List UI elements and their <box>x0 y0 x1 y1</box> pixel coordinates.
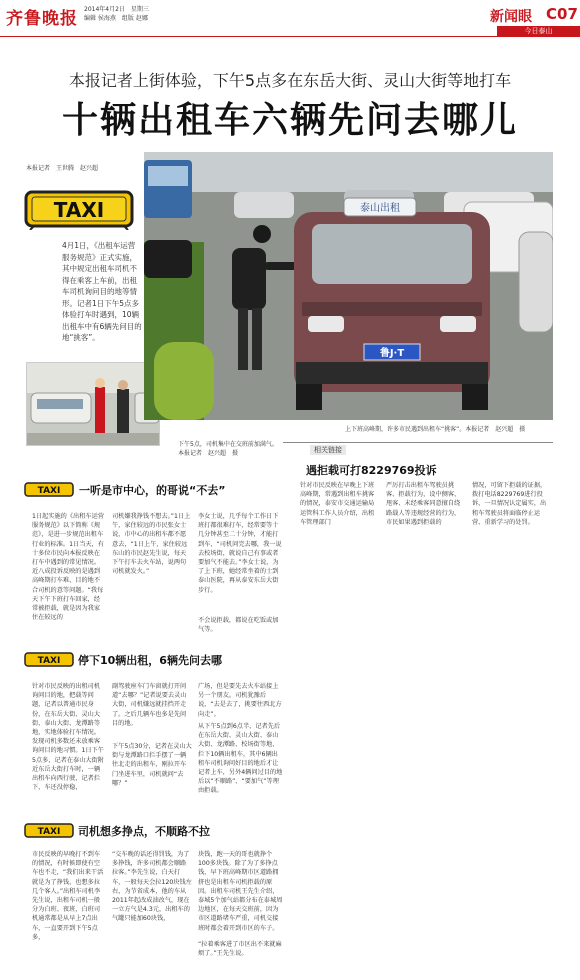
editors-line: 编辑 侯海燕 组版 赵娜 <box>84 15 148 22</box>
taxi-sign-image <box>24 190 134 230</box>
section2-header <box>24 652 304 672</box>
header-rule <box>0 36 580 37</box>
section3-header <box>24 823 304 843</box>
section3-col-4: “拉着乘客进了市区出不来就麻烦了。”王先生说。 <box>198 941 282 958</box>
article-lead: 4月1日，《出租车运营服务规范》正式实施，其中规定出租车司机不得在乘客上车前，出租车司机询问目的地等情形。记者1日下午5点多体验打车时遇到，10辆出租车中有6辆先问目的地“挑客”。 <box>62 241 142 342</box>
taxi-street-photo <box>144 152 553 420</box>
taxi-sign-text: TAXI <box>53 198 105 222</box>
section1-title: 一听是市中心，的哥说“不去” <box>79 484 226 497</box>
paper-logo: 齐鲁晚报 <box>6 9 78 29</box>
section3-taxi-badge <box>24 823 74 838</box>
section-name: 新闻眼 <box>490 9 532 25</box>
section2-taxi-badge <box>24 652 74 667</box>
section1-col-3: 李女士说，几乎每个工作日下班打都很难打车，经常要等十几分钟甚至二十分钟，才能打到车，“司机问完去哪，我一说去校场街，就说自己有事或者要加气不能去。”李女士说，为了上下班，她经常坐着的士到泰山医院，再从泰安东岳大街步行。 <box>198 513 282 594</box>
related-box-title: 遇拒载可打8229769投诉 <box>306 464 437 477</box>
gas-station-photo <box>26 362 160 446</box>
section3-title: 司机想多挣点，不顺路不拉 <box>78 825 210 838</box>
section3-col-3: 块钱，跑一天的哥也就挣个100多块钱。除了为了多挣点钱，早下班高峰期市区道路拥挤也是出租车司机拒载的原因。出租车司机王先生介绍，泰城5个加气站都分布在泰城周边地区，在每天交班前，因为市区道路堵车严重，司机交接班时都会着开到市区的车子。 <box>198 851 283 932</box>
sub-section-tag: 今日泰山 <box>497 26 580 37</box>
article-headline: 十辆出租车六辆先问去哪儿 <box>61 100 518 141</box>
section1-col-2: 司机嫌我挣钱不想去。”1日上午，家住较远的市民张女士说，市中心的出租车都不愿意去，“1日上午，家住较远东山的市民赵先生说，每天下午打车去火车站，说两句司机就发火。” <box>112 513 191 576</box>
section1-col-1: 1日起实施的《出租车运营服务规范》以下简称《规范》，是进一步规范出租车行业的标准。1日当天，有十多位市民向本报反映在打车中遇到的常见情况。近八成投诉反映的是遇到高峰期打车难、目的地不合司机的意等问题。“我每天下午下班打车回家，经常被拒载，就是因为我家住在较远的 <box>32 513 104 622</box>
roof-sign-text: 泰山出租 <box>360 203 400 214</box>
section3-col-2: “交车晚的话还得罚钱，为了多挣钱，许多司机都会顺路拉客。”李先生说，白天打车，一般每天会拉120块钱左右，为节省成本，他的车从2011年起改成油改气，现在一立方气是4.3元，出租车的气罐只能加60块钱， <box>112 851 192 923</box>
small-photo-caption: 下午5点，司机集中在交班前加满气。本报记者 赵兴超 摄 <box>178 441 278 457</box>
related-box-col-3: 情况，可留下拒载的证据，拨打电话8229769进行投诉，一旦情况认定属实，出租车驾驶员将面临停止运营、重新学习的处罚。 <box>472 482 547 526</box>
article-byline: 本报记者 王世腾 赵兴超 <box>26 165 99 172</box>
page-number: C07 <box>546 5 578 23</box>
svg-text:TAXI: TAXI <box>37 656 61 666</box>
issue-meta <box>84 5 149 23</box>
date-line: 2014年4月2日 星期三 <box>84 6 149 13</box>
main-photo-caption: 上下班高峰期，许多市民遇到出租车“挑客”。本报记者 赵兴超 摄 <box>345 426 526 433</box>
license-plate-text: 鲁J·T <box>379 348 405 359</box>
section1-col-4: 不会说拒载，都说在吃饭或加气等。 <box>198 617 279 634</box>
related-box-rule <box>283 442 553 443</box>
related-box-col-1: 针对市民反映在早晚上下班高峰期，常遇到出租车挑客的情况，泰安市交通运输局运管科工作人员介绍，出租车管理部门 <box>300 482 375 526</box>
section1-header <box>24 482 284 502</box>
svg-text:TAXI: TAXI <box>37 486 61 496</box>
section2-col-2: 副驾驶座车门车窗就打开问道“去哪？”记者说要去灵山大街，司机嫌远就挂挡开走了。之后几辆车也多是先问目的地。 <box>112 683 187 727</box>
article-kicker: 本报记者上街体验，下午5点多在东岳大街、灵山大街等地打车 <box>68 71 512 90</box>
svg-text:TAXI: TAXI <box>37 827 61 837</box>
related-box-tag: 相关链接 <box>310 445 346 455</box>
page-header <box>0 0 580 38</box>
section1-taxi-badge <box>24 482 74 497</box>
section2-col-4: 广场，但是要先去火车站接上另一个朋友。司机犹豫后说，“去是去了，挑要往西北方向走”。 <box>198 683 282 718</box>
section2-title: 停下10辆出租，6辆先问去哪 <box>78 654 222 667</box>
section3-col-1: 市民反映的早晚打不到车的情况，有时候即使有空车也不走，“我们出来干活就是为了挣钱，也想多拉几个客人。”出租车司机李先生说，出租车司机一般分为白班、夜班，白班司机通常都是从早上7点出车，一直要开到下午5点多， <box>32 851 104 941</box>
section2-col-5: 从下午5点到6点半，记者先后在东岳大街、灵山大街、泰山大街、龙潭路、校场街等地，拦下10辆出租车，其中6辆出租车司机询问好目的地后才让记者上车，另外4辆问过目的地后以“不顺路”、“要加气”等理由拒载。 <box>198 723 283 795</box>
section2-col-1: 针对市民反映的出租司机询问目的地，把载等问题，记者以普通市民身份，在东岳大街、灵山大街、泰山大街、龙潭路等地，实地体验打车情况。发现司机多数还未放乘客询问目的地习惯。1日下午5点多，记者在泰山大街附近东岳大街打车时，一辆出租车向西行驶，记者拦下，车还没停稳， <box>32 683 104 792</box>
section2-col-3: 下午5点30分，记者在灵山大街与龙潭路口拦手摆了一辆往北走的出租车，刚拉开车门坐进车里，司机就问“去哪？” <box>112 743 192 787</box>
related-box-col-2: 严厉打击出租车驾驶员挑客、拒载行为，设中侧客、甩客、未经乘客同意擅自绕路载人等违规经营的行为，市民如果遇到拒载的 <box>386 482 461 526</box>
